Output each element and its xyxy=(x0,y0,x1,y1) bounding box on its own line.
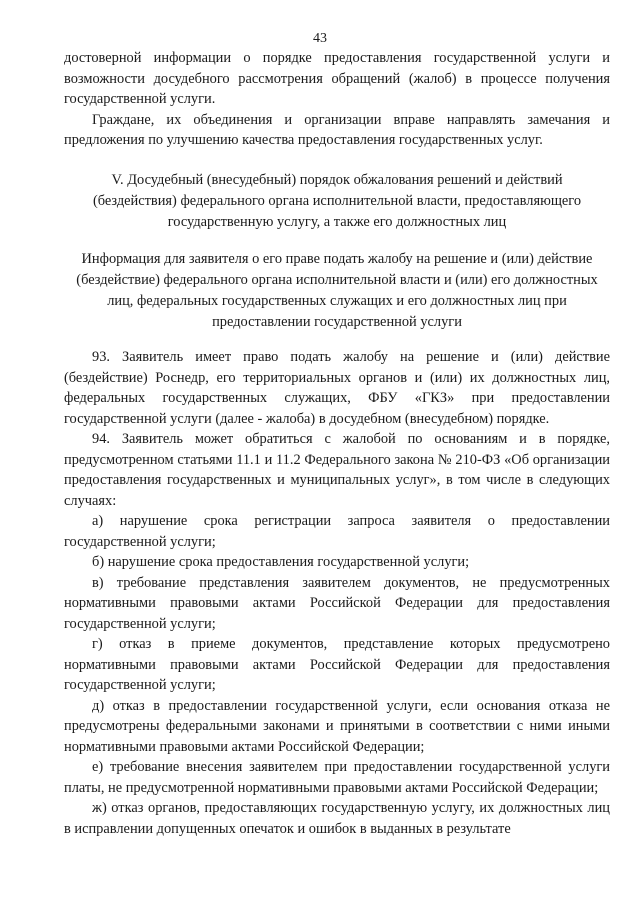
list-item-e: е) требование внесения заявителем при предоставлении государственной услуги платы, не предусмотренной нормативными правовыми актами Российской Федерации; xyxy=(64,759,610,796)
intro-paragraph-continuation: достоверной информации о порядке предоставления государственной услуги и возможности досудебного рассмотрения обращений (жалоб) в процессе получения государственной услуги. xyxy=(64,50,610,107)
list-item-zh: ж) отказ органов, предоставляющих государственную услугу, их должностных лиц в исправлении допущенных опечаток и ошибок в выданных в результате xyxy=(64,800,610,837)
body-block xyxy=(64,347,610,839)
sub-heading-line: Информация для заявителя о его праве подать жалобу на решение и (или) действие xyxy=(81,251,593,267)
list-item-a: а) нарушение срока регистрации запроса заявителя о предоставлении государственной услуги; xyxy=(64,513,610,550)
sub-heading xyxy=(64,249,610,333)
section-heading-line: (бездействия) федерального органа исполнительной власти, предоставляющего xyxy=(92,193,582,209)
sub-heading-line: предоставлении государственной услуги xyxy=(212,314,462,330)
page-number: 43 xyxy=(313,31,327,46)
section-heading xyxy=(64,170,610,233)
list-item-d: д) отказ в предоставлении государственной услуги, если основания отказа не предусмотрены федеральными законами и принятыми в соответствии с ними иными нормативными правовыми актами Российской Федерации; xyxy=(64,697,610,755)
paragraph-94: 94. Заявитель может обратиться с жалобой по основаниям и в порядке, предусмотренном статьями 11.1 и 11.2 Федерального закона № 210-ФЗ «Об организации предоставления государственных и муниципальных услуг», в том числе в следующих случаях: xyxy=(64,431,610,509)
sub-heading-line: (бездействие) федерального органа исполнительной власти и (или) его должностных xyxy=(76,272,598,288)
paragraph-93: 93. Заявитель имеет право подать жалобу на решение и (или) действие (бездействие) Роснедр, его территориальных органов и (или) их должностных лиц, федеральных государственных служащих, ФБУ «ГКЗ» при предоставлении государственной услуги (далее - жалоба) в досудебном (внесудебном) порядке. xyxy=(64,349,610,427)
list-item-b: б) нарушение срока предоставления государственной услуги; xyxy=(92,554,470,570)
sub-heading-line: лиц, федеральных государственных служащих и его должностных лиц при xyxy=(107,293,567,309)
section-heading-line: государственную услугу, а также его должностных лиц xyxy=(167,214,507,230)
list-item-g: г) отказ в приеме документов, представление которых предусмотрено нормативными правовыми актами Российской Федерации для предоставления государственной услуги; xyxy=(64,636,610,693)
list-item-v: в) требование представления заявителем документов, не предусмотренных нормативными правовыми актами Российской Федерации для предоставления государственной услуги; xyxy=(64,574,610,632)
section-heading-line: V. Досудебный (внесудебный) порядок обжалования решений и действий xyxy=(111,172,563,188)
intro-block xyxy=(64,48,610,151)
intro-paragraph-feedback: Граждане, их объединения и организации вправе направлять замечания и предложения по улучшению качества предоставления государственных услуг. xyxy=(64,111,610,148)
